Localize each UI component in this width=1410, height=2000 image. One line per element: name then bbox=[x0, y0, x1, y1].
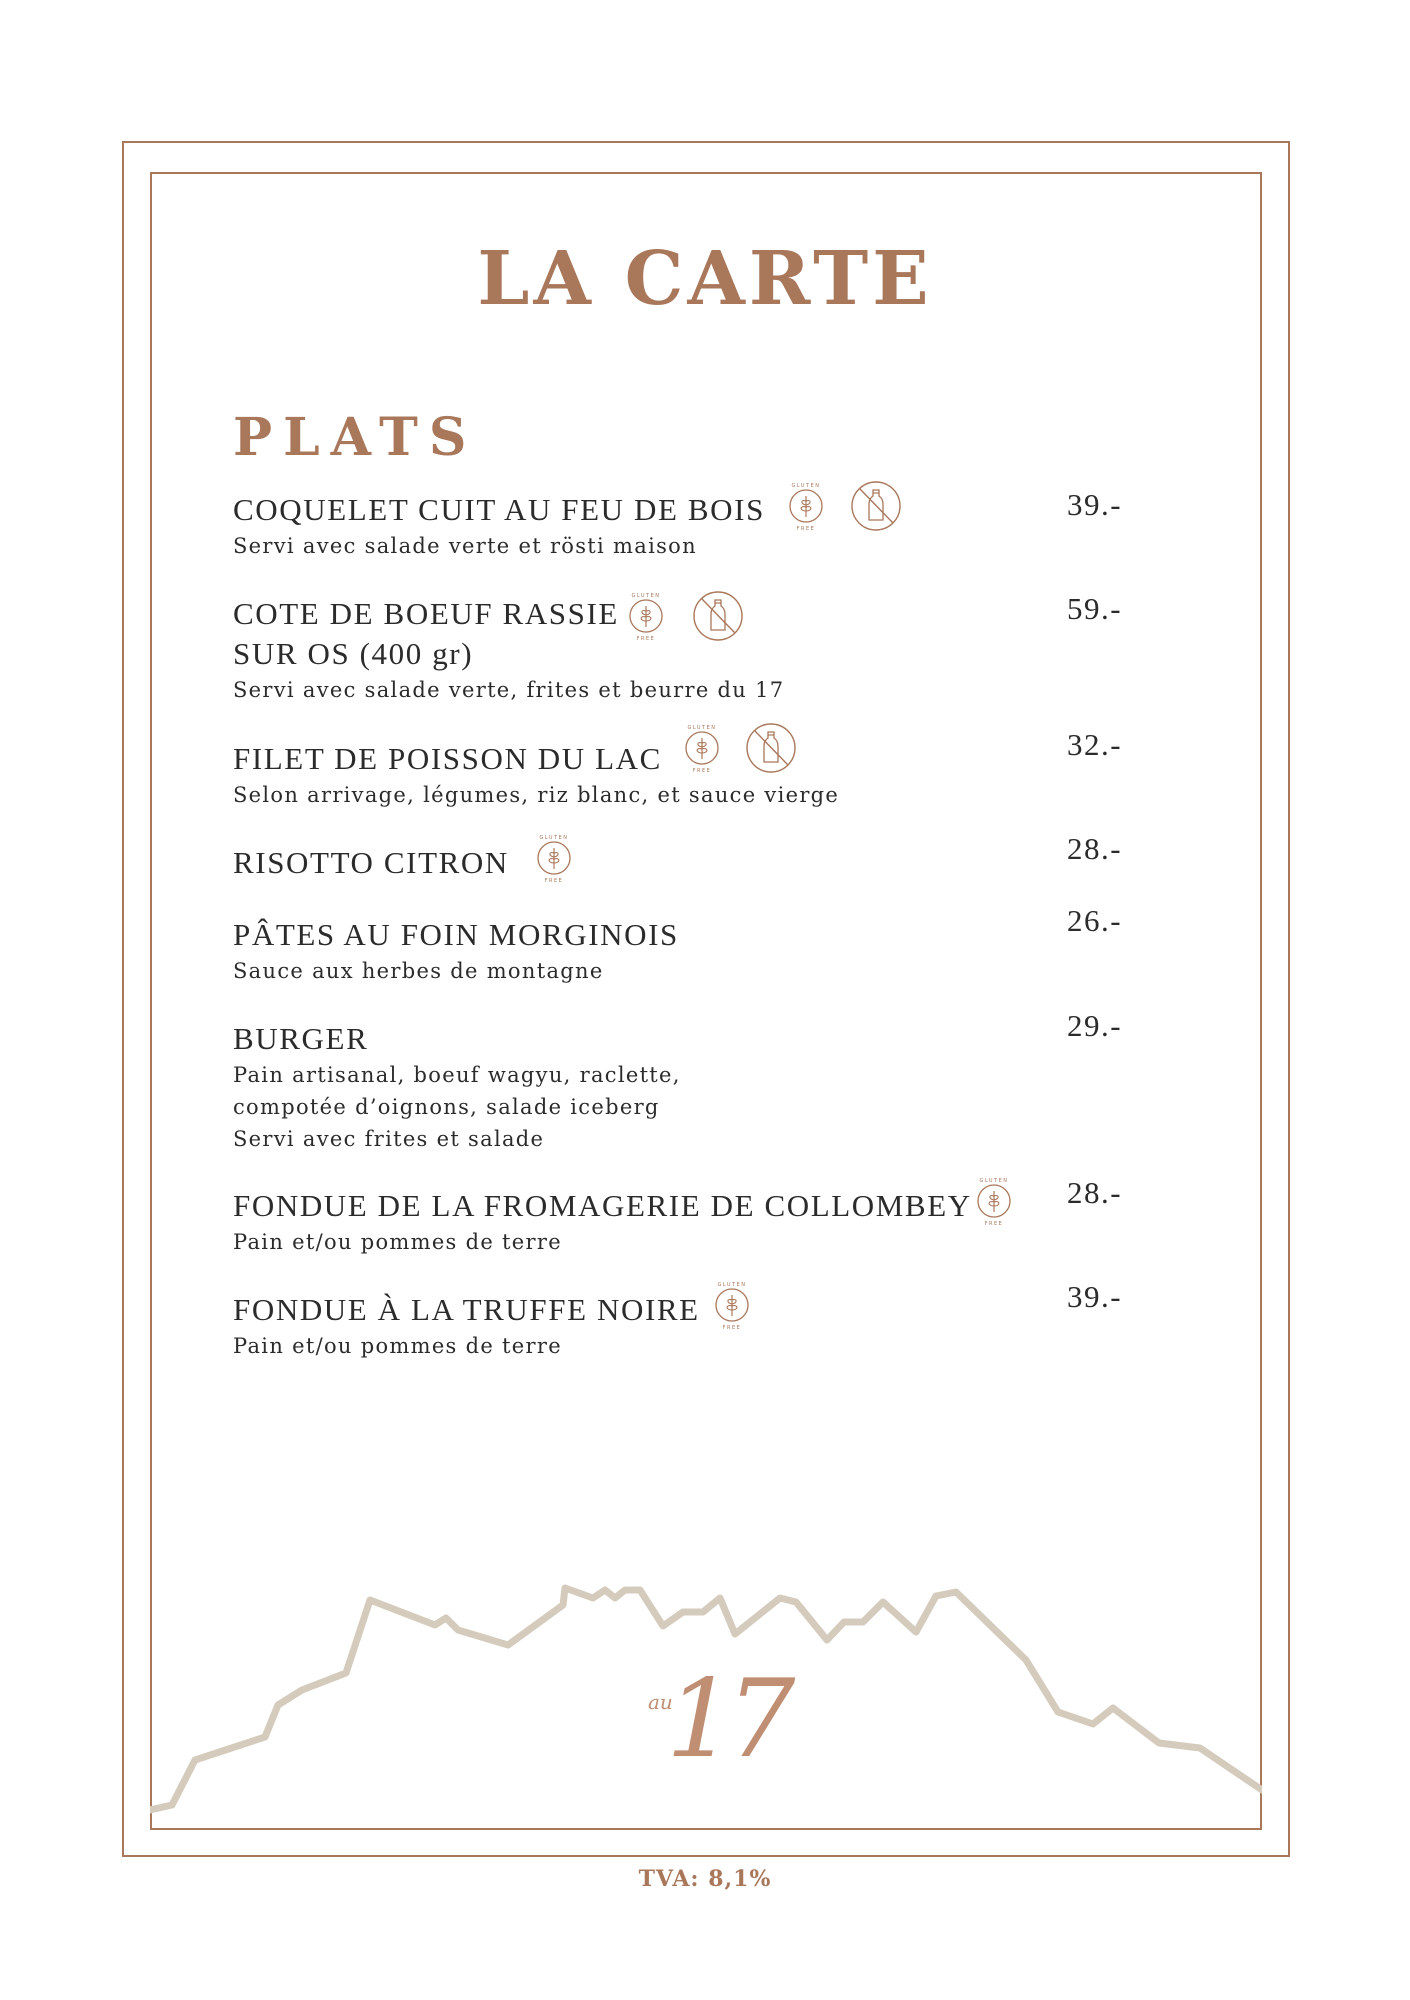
item-name: FILET DE POISSON DU LAC bbox=[233, 741, 662, 776]
item-description: Selon arrivage, légumes, riz blanc, et sauce vierge bbox=[233, 783, 840, 807]
item-price: 28.- bbox=[1067, 831, 1123, 866]
gluten-free-icon bbox=[528, 832, 580, 884]
section-title: PLATS bbox=[233, 407, 478, 468]
item-name: COQUELET CUIT AU FEU DE BOIS bbox=[233, 492, 765, 527]
item-description: Pain et/ou pommes de terre bbox=[233, 1334, 562, 1358]
menu-item bbox=[233, 490, 1133, 562]
gluten-free-icon bbox=[968, 1175, 1020, 1227]
lactose-free-icon bbox=[745, 722, 797, 774]
menu-item bbox=[233, 1290, 1133, 1362]
item-price: 32.- bbox=[1067, 727, 1123, 762]
item-description: Servi avec salade verte, frites et beurre du 17 bbox=[233, 678, 785, 702]
item-price: 39.- bbox=[1067, 1279, 1123, 1314]
restaurant-logo bbox=[648, 1657, 788, 1782]
gluten-free-icon bbox=[676, 722, 728, 774]
item-price: 59.- bbox=[1067, 591, 1123, 626]
gluten-free-icon bbox=[620, 590, 672, 642]
gluten-free-icon bbox=[780, 480, 832, 532]
menu-item bbox=[233, 915, 1133, 987]
item-name: FONDUE À LA TRUFFE NOIRE bbox=[233, 1292, 700, 1327]
item-name: RISOTTO CITRON bbox=[233, 845, 509, 880]
menu-item bbox=[233, 1019, 1133, 1155]
item-description: Servi avec frites et salade bbox=[233, 1127, 545, 1151]
item-description: Pain artisanal, boeuf wagyu, raclette, bbox=[233, 1063, 681, 1087]
logo-number: 17 bbox=[666, 1657, 788, 1782]
item-price: 39.- bbox=[1067, 487, 1123, 522]
menu-item bbox=[233, 594, 1133, 706]
lactose-free-icon bbox=[850, 480, 902, 532]
item-name-line2: SUR OS (400 gr) bbox=[233, 636, 474, 671]
item-description: Sauce aux herbes de montagne bbox=[233, 959, 604, 983]
item-name: PÂTES AU FOIN MORGINOIS bbox=[233, 917, 679, 952]
item-description: Pain et/ou pommes de terre bbox=[233, 1230, 562, 1254]
menu-item bbox=[233, 843, 1133, 883]
item-name: COTE DE BOEUF RASSIE bbox=[233, 596, 619, 631]
item-name: FONDUE DE LA FROMAGERIE DE COLLOMBEY bbox=[233, 1188, 972, 1223]
lactose-free-icon bbox=[692, 590, 744, 642]
vat-note: TVA: 8,1% bbox=[638, 1866, 772, 1892]
item-name: BURGER bbox=[233, 1021, 369, 1056]
gluten-free-icon bbox=[706, 1279, 758, 1331]
item-price: 28.- bbox=[1067, 1175, 1123, 1210]
item-price: 29.- bbox=[1067, 1008, 1123, 1043]
logo-prefix: au bbox=[648, 1690, 673, 1714]
page-title: LA CARTE bbox=[477, 236, 933, 322]
item-description: compotée d’oignons, salade iceberg bbox=[233, 1095, 660, 1119]
item-price: 26.- bbox=[1067, 903, 1123, 938]
item-description: Servi avec salade verte et rösti maison bbox=[233, 534, 697, 558]
